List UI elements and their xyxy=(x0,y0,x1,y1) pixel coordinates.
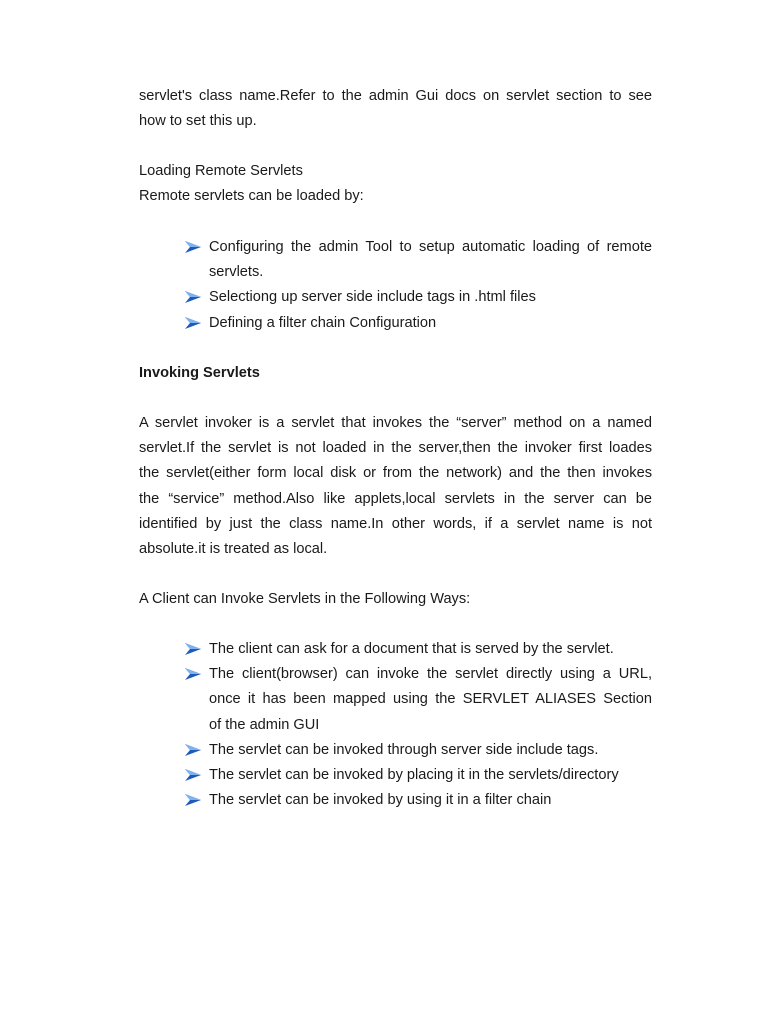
arrowhead-bullet-icon xyxy=(184,643,202,655)
list-item-text: The servlet can be invoked by placing it in the servlets/directory xyxy=(209,766,619,783)
arrowhead-bullet-icon xyxy=(184,241,202,253)
paragraph-line: A servlet invoker is a servlet that invokes the “server” method on a named xyxy=(139,415,652,431)
arrowhead-bullet-icon xyxy=(184,291,202,303)
list-item-text: Defining a filter chain Configuration xyxy=(209,314,437,331)
list-item xyxy=(184,662,652,738)
intro-line-2: how to set this up. xyxy=(139,113,257,130)
client-heading-block xyxy=(139,587,652,612)
loading-heading: Loading Remote Servlets xyxy=(139,163,303,179)
arrowhead-bullet-icon xyxy=(184,744,202,756)
paragraph-line: the “service” method.Also like applets,local servlets in the server can be xyxy=(139,490,652,507)
list-item-text: The client(browser) can invoke the servlet directly using a URL, xyxy=(209,666,652,683)
loading-section xyxy=(139,159,652,209)
paragraph-line: absolute.it is treated as local. xyxy=(139,540,328,557)
list-item xyxy=(184,738,652,763)
paragraph-line: identified by just the class name.In other words, if a servlet name is not xyxy=(139,515,652,532)
arrowhead-bullet-icon xyxy=(184,769,202,781)
client-heading: A Client can Invoke Servlets in the Following Ways: xyxy=(139,591,471,607)
invoking-heading-block xyxy=(139,361,652,386)
list-item xyxy=(184,285,652,310)
intro-paragraph xyxy=(139,84,652,134)
list-item xyxy=(184,637,652,662)
loading-text: Remote servlets can be loaded by: xyxy=(139,188,364,205)
list-item-text: once it has been mapped using the SERVLET ALIASES Section xyxy=(209,691,652,708)
list-item-text: The servlet can be invoked through server side include tags. xyxy=(209,741,599,758)
list-item xyxy=(184,763,652,788)
loading-bullet-list xyxy=(184,235,652,336)
list-item-text: servlets. xyxy=(209,264,264,281)
arrowhead-bullet-icon xyxy=(184,668,202,680)
arrowhead-bullet-icon xyxy=(184,794,202,806)
client-bullet-list xyxy=(184,637,652,813)
invoking-paragraph xyxy=(139,411,652,562)
list-item xyxy=(184,788,652,813)
paragraph-line: the servlet(either form local disk or from the network) and the then invokes xyxy=(139,465,652,482)
list-item-text: The servlet can be invoked by using it in a filter chain xyxy=(209,792,552,809)
arrowhead-bullet-icon xyxy=(184,317,202,329)
list-item xyxy=(184,311,652,336)
list-item-text: Selectiong up server side include tags in .html files xyxy=(209,289,536,306)
paragraph-line: servlet.If the servlet is not loaded in the server,then the invoker first loades xyxy=(139,440,652,457)
list-item-text: Configuring the admin Tool to setup automatic loading of remote xyxy=(209,239,652,255)
intro-line-1: servlet's class name.Refer to the admin Gui docs on servlet section to see xyxy=(139,88,652,104)
list-item-text: of the admin GUI xyxy=(209,716,320,733)
list-item xyxy=(184,235,652,285)
list-item-text: The client can ask for a document that is served by the servlet. xyxy=(209,641,614,657)
invoking-heading: Invoking Servlets xyxy=(139,365,260,381)
